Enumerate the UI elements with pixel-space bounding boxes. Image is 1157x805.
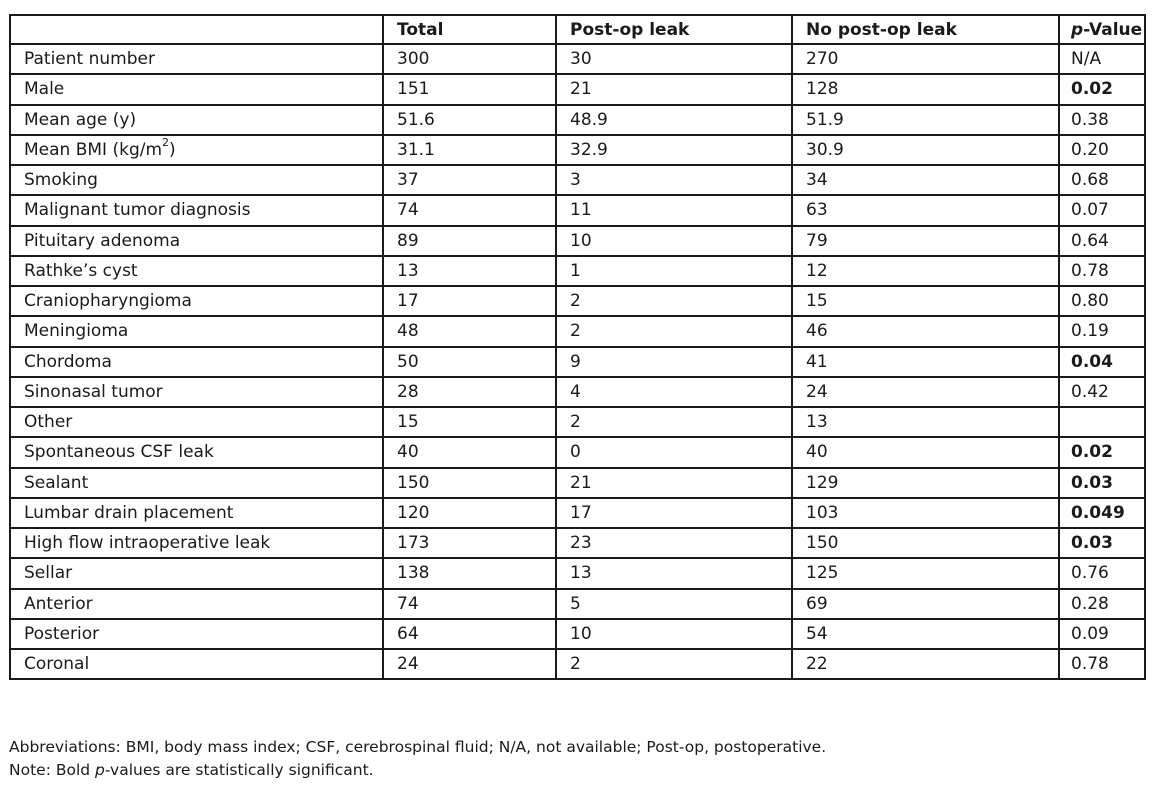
cell-no-post-op-leak: 34 [792, 165, 1059, 195]
cell-post-op-leak: 17 [556, 498, 792, 528]
table-row [10, 105, 1145, 135]
row-label [10, 437, 383, 467]
table-row [10, 437, 1145, 467]
cell-post-op-leak: 3 [556, 165, 792, 195]
cell-total: 74 [383, 589, 556, 619]
row-label-text: Craniopharyngioma [24, 291, 192, 312]
table-header-row [10, 15, 1145, 44]
row-label [10, 468, 383, 498]
cell-no-post-op-leak: 63 [792, 195, 1059, 225]
row-label-text: Meningioma [24, 321, 129, 342]
cell-total: 74 [383, 195, 556, 225]
row-label [10, 619, 383, 649]
row-label [10, 105, 383, 135]
cell-total: 51.6 [383, 105, 556, 135]
cell-p-value: 0.78 [1059, 649, 1145, 679]
row-label-text: Mean age (y) [24, 109, 137, 130]
table-row [10, 74, 1145, 104]
cell-p-value: 0.68 [1059, 165, 1145, 195]
table-row [10, 226, 1145, 256]
header-p-italic: p [1071, 19, 1084, 40]
abbreviations-note: Abbreviations: BMI, body mass index; CSF, cerebrospinal fluid; N/A, not available; Post-op, postoperative. [9, 738, 827, 756]
cell-total: 138 [383, 558, 556, 588]
note-prefix: Note: Bold [9, 761, 96, 779]
row-label [10, 165, 383, 195]
cell-total: 17 [383, 286, 556, 316]
cell-total: 120 [383, 498, 556, 528]
row-label [10, 74, 383, 104]
note-suffix: -values are statistically significant. [104, 761, 374, 779]
row-label [10, 44, 383, 74]
header-p-value [1059, 15, 1145, 44]
cell-p-value: 0.76 [1059, 558, 1145, 588]
cell-total: 15 [383, 407, 556, 437]
row-label-text: Anterior [24, 593, 93, 614]
table-row [10, 195, 1145, 225]
row-label-text: Smoking [24, 170, 98, 191]
cell-post-op-leak: 9 [556, 347, 792, 377]
row-label [10, 498, 383, 528]
cell-no-post-op-leak: 129 [792, 468, 1059, 498]
row-label [10, 407, 383, 437]
row-label-superscript: 2 [162, 136, 170, 150]
cell-total: 64 [383, 619, 556, 649]
cell-no-post-op-leak: 125 [792, 558, 1059, 588]
cell-p-value: 0.64 [1059, 226, 1145, 256]
cell-no-post-op-leak: 79 [792, 226, 1059, 256]
cell-post-op-leak: 2 [556, 316, 792, 346]
cell-p-value: 0.07 [1059, 195, 1145, 225]
row-label-text: Sealant [24, 472, 89, 493]
cell-post-op-leak: 30 [556, 44, 792, 74]
row-label-text: Male [24, 79, 65, 100]
row-label-text: Spontaneous CSF leak [24, 442, 214, 463]
row-label [10, 286, 383, 316]
cell-no-post-op-leak: 22 [792, 649, 1059, 679]
table-notes [9, 736, 826, 782]
row-label-text: Chordoma [24, 351, 112, 372]
cell-post-op-leak: 2 [556, 407, 792, 437]
cell-no-post-op-leak: 40 [792, 437, 1059, 467]
cell-p-value: 0.42 [1059, 377, 1145, 407]
cell-no-post-op-leak: 12 [792, 256, 1059, 286]
data-table-container [9, 14, 1144, 680]
cell-no-post-op-leak: 24 [792, 377, 1059, 407]
row-label [10, 135, 383, 165]
table-row [10, 256, 1145, 286]
table-row [10, 347, 1145, 377]
row-label-text: Pituitary adenoma [24, 230, 181, 251]
cell-p-value: 0.28 [1059, 589, 1145, 619]
cell-total: 173 [383, 528, 556, 558]
table-row [10, 498, 1145, 528]
cell-p-value: 0.02 [1059, 437, 1145, 467]
header-total: Total [383, 15, 556, 44]
row-label [10, 226, 383, 256]
cell-p-value: 0.049 [1059, 498, 1145, 528]
cell-total: 151 [383, 74, 556, 104]
table-row [10, 165, 1145, 195]
row-label [10, 316, 383, 346]
cell-total: 89 [383, 226, 556, 256]
cell-p-value: 0.80 [1059, 286, 1145, 316]
cell-post-op-leak: 1 [556, 256, 792, 286]
row-label [10, 558, 383, 588]
table-row [10, 407, 1145, 437]
cell-p-value: N/A [1059, 44, 1145, 74]
table-row [10, 44, 1145, 74]
cell-post-op-leak: 48.9 [556, 105, 792, 135]
row-label-text: Other [24, 412, 73, 433]
cell-post-op-leak: 0 [556, 437, 792, 467]
cell-total: 24 [383, 649, 556, 679]
row-label [10, 528, 383, 558]
cell-no-post-op-leak: 51.9 [792, 105, 1059, 135]
cell-total: 13 [383, 256, 556, 286]
row-label [10, 256, 383, 286]
row-label-text: Posterior [24, 623, 100, 644]
row-label-text: Mean BMI (kg/m [24, 139, 163, 160]
table-body [10, 44, 1145, 679]
row-label-text: Coronal [24, 654, 90, 675]
row-label-text: Rathke’s cyst [24, 260, 138, 281]
cell-post-op-leak: 23 [556, 528, 792, 558]
note-italic-p: p [95, 761, 105, 779]
header-no-post-op-leak: No post-op leak [792, 15, 1059, 44]
cell-p-value: 0.78 [1059, 256, 1145, 286]
cell-p-value: 0.02 [1059, 74, 1145, 104]
cell-post-op-leak: 21 [556, 74, 792, 104]
table-row [10, 619, 1145, 649]
cell-no-post-op-leak: 69 [792, 589, 1059, 619]
cell-no-post-op-leak: 150 [792, 528, 1059, 558]
cell-total: 28 [383, 377, 556, 407]
cell-no-post-op-leak: 41 [792, 347, 1059, 377]
table-row [10, 589, 1145, 619]
table-row [10, 135, 1145, 165]
cell-p-value: 0.20 [1059, 135, 1145, 165]
row-label-text: Patient number [24, 49, 155, 70]
cell-post-op-leak: 4 [556, 377, 792, 407]
cell-post-op-leak: 2 [556, 649, 792, 679]
cell-total: 48 [383, 316, 556, 346]
table-row [10, 649, 1145, 679]
cell-post-op-leak: 5 [556, 589, 792, 619]
header-label [10, 15, 383, 44]
cell-post-op-leak: 32.9 [556, 135, 792, 165]
row-label-text: Malignant tumor diagnosis [24, 200, 251, 221]
cell-post-op-leak: 10 [556, 619, 792, 649]
cell-no-post-op-leak: 54 [792, 619, 1059, 649]
data-table [9, 14, 1146, 680]
row-label [10, 377, 383, 407]
row-label [10, 195, 383, 225]
table-row [10, 558, 1145, 588]
cell-p-value: 0.19 [1059, 316, 1145, 346]
row-label-text: Lumbar drain placement [24, 502, 234, 523]
row-label [10, 589, 383, 619]
row-label-text: Sinonasal tumor [24, 381, 163, 402]
row-label-text: High flow intraoperative leak [24, 533, 271, 554]
cell-no-post-op-leak: 46 [792, 316, 1059, 346]
cell-post-op-leak: 11 [556, 195, 792, 225]
cell-p-value: 0.38 [1059, 105, 1145, 135]
cell-no-post-op-leak: 15 [792, 286, 1059, 316]
cell-no-post-op-leak: 30.9 [792, 135, 1059, 165]
cell-post-op-leak: 10 [556, 226, 792, 256]
table-row [10, 468, 1145, 498]
cell-p-value: 0.03 [1059, 528, 1145, 558]
cell-total: 300 [383, 44, 556, 74]
cell-total: 150 [383, 468, 556, 498]
cell-no-post-op-leak: 128 [792, 74, 1059, 104]
header-p-suffix: -Value [1083, 19, 1143, 40]
significance-note [9, 759, 826, 782]
cell-total: 31.1 [383, 135, 556, 165]
row-label-text: Sellar [24, 563, 73, 584]
row-label [10, 347, 383, 377]
cell-total: 40 [383, 437, 556, 467]
cell-no-post-op-leak: 103 [792, 498, 1059, 528]
table-row [10, 286, 1145, 316]
header-post-op-leak: Post-op leak [556, 15, 792, 44]
cell-p-value [1059, 407, 1145, 437]
cell-post-op-leak: 13 [556, 558, 792, 588]
table-row [10, 528, 1145, 558]
cell-no-post-op-leak: 270 [792, 44, 1059, 74]
cell-no-post-op-leak: 13 [792, 407, 1059, 437]
cell-p-value: 0.04 [1059, 347, 1145, 377]
cell-post-op-leak: 21 [556, 468, 792, 498]
cell-total: 50 [383, 347, 556, 377]
cell-p-value: 0.03 [1059, 468, 1145, 498]
table-row [10, 316, 1145, 346]
cell-post-op-leak: 2 [556, 286, 792, 316]
cell-p-value: 0.09 [1059, 619, 1145, 649]
row-label [10, 649, 383, 679]
table-row [10, 377, 1145, 407]
cell-total: 37 [383, 165, 556, 195]
row-label-suffix: ) [169, 139, 176, 160]
